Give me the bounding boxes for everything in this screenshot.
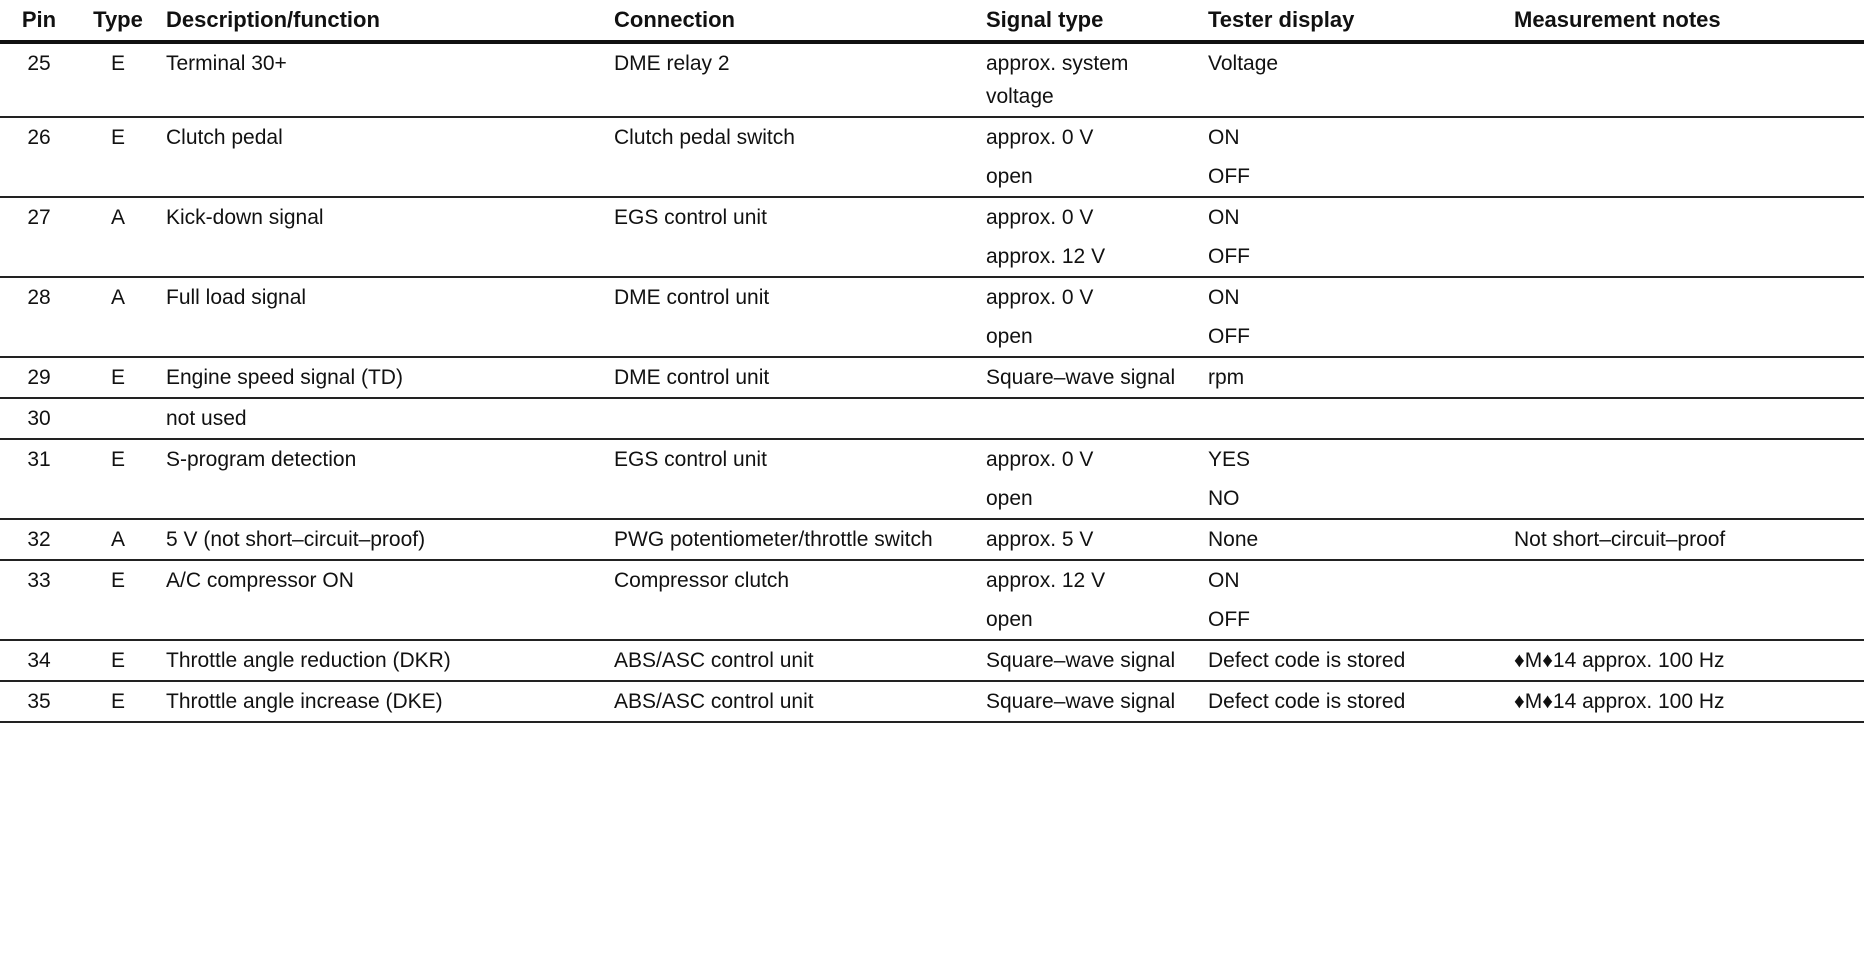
cell-measurement-notes — [1506, 117, 1864, 157]
cell-signal-type: Square–wave signal — [978, 681, 1200, 722]
cell-description — [158, 600, 606, 640]
cell-type — [78, 317, 158, 357]
header-connection: Connection — [606, 0, 978, 42]
cell-connection — [606, 157, 978, 197]
cell-pin: 27 — [27, 206, 51, 229]
cell-tester-display: Voltage — [1200, 42, 1506, 117]
cell-measurement-notes — [1506, 277, 1864, 317]
cell-measurement-notes — [1506, 237, 1864, 277]
cell-type: E — [78, 42, 158, 117]
table-row — [0, 157, 1864, 197]
cell-signal-type: Square–wave signal — [978, 640, 1200, 681]
cell-measurement-notes — [1506, 600, 1864, 640]
cell-description: Clutch pedal — [166, 126, 283, 149]
cell-measurement-notes — [1506, 479, 1864, 519]
table-row — [0, 398, 1864, 439]
cell-connection: DME control unit — [614, 286, 770, 309]
table-row — [0, 197, 1864, 237]
table-row — [0, 237, 1864, 277]
cell-measurement-notes — [1506, 560, 1864, 600]
cell-connection: Compressor clutch — [614, 569, 790, 592]
cell-connection — [606, 600, 978, 640]
cell-tester-display: ON — [1208, 206, 1240, 229]
header-tester-display: Tester display — [1200, 0, 1506, 42]
cell-pin: 32 — [0, 519, 78, 560]
cell-measurement-notes — [1506, 157, 1864, 197]
cell-connection: EGS control unit — [614, 206, 767, 229]
cell-tester-display: NO — [1200, 479, 1506, 519]
header-type: Type — [78, 0, 158, 42]
cell-tester-display: OFF — [1200, 600, 1506, 640]
cell-type: E — [78, 681, 158, 722]
header-measurement-notes: Measurement notes — [1506, 0, 1864, 42]
cell-measurement-notes — [1506, 197, 1864, 237]
table-row — [0, 117, 1864, 157]
cell-description — [158, 157, 606, 197]
table-header-row — [0, 0, 1864, 42]
cell-signal-type: open — [978, 479, 1200, 519]
cell-connection — [606, 237, 978, 277]
cell-tester-display: OFF — [1200, 157, 1506, 197]
cell-pin: 28 — [27, 286, 51, 309]
cell-pin: 29 — [0, 357, 78, 398]
cell-description: A/C compressor ON — [166, 569, 354, 592]
table-row — [0, 277, 1864, 317]
cell-measurement-notes — [1506, 317, 1864, 357]
cell-pin: 35 — [0, 681, 78, 722]
cell-tester-display: ON — [1208, 569, 1240, 592]
cell-type — [78, 157, 158, 197]
cell-signal-type: open — [978, 157, 1200, 197]
cell-type: E — [78, 640, 158, 681]
header-signal-type: Signal type — [978, 0, 1200, 42]
cell-tester-display: ON — [1208, 286, 1240, 309]
cell-signal-type: approx. system voltage — [978, 42, 1200, 117]
table-row — [0, 479, 1864, 519]
header-description: Description/function — [158, 0, 606, 42]
cell-tester-display: YES — [1208, 448, 1251, 471]
table-row — [0, 317, 1864, 357]
cell-description — [158, 237, 606, 277]
cell-pin: 30 — [0, 398, 78, 439]
cell-signal-type: approx. 0 V — [986, 448, 1094, 471]
cell-connection — [606, 479, 978, 519]
cell-signal-type: approx. 12 V — [978, 237, 1200, 277]
cell-pin: 25 — [0, 42, 78, 117]
cell-type: E — [78, 357, 158, 398]
cell-signal-type: approx. 12 V — [986, 569, 1106, 592]
cell-type — [78, 600, 158, 640]
cell-type: A — [110, 206, 125, 229]
cell-measurement-notes: ♦M♦14 approx. 100 Hz — [1506, 681, 1864, 722]
cell-type — [78, 479, 158, 519]
cell-tester-display: OFF — [1200, 237, 1506, 277]
cell-type: E — [110, 126, 125, 149]
cell-description: Throttle angle increase (DKE) — [158, 681, 606, 722]
cell-signal-type: approx. 0 V — [986, 206, 1094, 229]
table-row — [0, 640, 1864, 681]
cell-measurement-notes: ♦M♦14 approx. 100 Hz — [1506, 640, 1864, 681]
cell-tester-display: Defect code is stored — [1200, 640, 1506, 681]
cell-measurement-notes — [1506, 42, 1864, 117]
cell-measurement-notes — [1506, 439, 1864, 479]
cell-connection: ABS/ASC control unit — [606, 640, 978, 681]
cell-connection: EGS control unit — [614, 448, 767, 471]
cell-description — [158, 479, 606, 519]
cell-type: A — [78, 519, 158, 560]
cell-connection — [606, 398, 978, 439]
cell-pin — [0, 317, 78, 357]
cell-tester-display: ON — [1208, 126, 1240, 149]
table-row — [0, 560, 1864, 600]
cell-pin: 33 — [27, 569, 51, 592]
cell-measurement-notes: Not short–circuit–proof — [1506, 519, 1864, 560]
cell-signal-type — [978, 398, 1200, 439]
cell-connection: ABS/ASC control unit — [606, 681, 978, 722]
cell-signal-type: open — [978, 317, 1200, 357]
cell-tester-display: None — [1200, 519, 1506, 560]
cell-tester-display: rpm — [1200, 357, 1506, 398]
cell-connection: Clutch pedal switch — [614, 126, 795, 149]
cell-description — [158, 317, 606, 357]
cell-signal-type: approx. 0 V — [986, 286, 1094, 309]
table-row — [0, 681, 1864, 722]
table-row — [0, 600, 1864, 640]
cell-tester-display: OFF — [1200, 317, 1506, 357]
cell-type — [78, 398, 158, 439]
table-row — [0, 42, 1864, 117]
cell-pin: 26 — [27, 126, 51, 149]
cell-pin: 34 — [0, 640, 78, 681]
cell-description: 5 V (not short–circuit–proof) — [158, 519, 606, 560]
cell-pin — [0, 479, 78, 519]
cell-description: Throttle angle reduction (DKR) — [158, 640, 606, 681]
cell-pin — [0, 237, 78, 277]
cell-type: E — [110, 569, 125, 592]
cell-connection: DME relay 2 — [606, 42, 978, 117]
cell-connection: DME control unit — [606, 357, 978, 398]
cell-connection — [606, 317, 978, 357]
cell-pin — [0, 157, 78, 197]
table-row — [0, 357, 1864, 398]
cell-measurement-notes — [1506, 357, 1864, 398]
cell-tester-display: Defect code is stored — [1200, 681, 1506, 722]
cell-description: Kick-down signal — [166, 206, 324, 229]
cell-type — [78, 237, 158, 277]
header-pin: Pin — [0, 0, 78, 42]
cell-tester-display — [1200, 398, 1506, 439]
cell-type: E — [110, 448, 125, 471]
cell-description: Engine speed signal (TD) — [158, 357, 606, 398]
cell-signal-type: approx. 5 V — [978, 519, 1200, 560]
cell-description: not used — [158, 398, 606, 439]
cell-pin — [0, 600, 78, 640]
cell-description: Full load signal — [166, 286, 307, 309]
cell-connection: PWG potentiometer/throttle switch — [606, 519, 978, 560]
table-row — [0, 439, 1864, 479]
cell-signal-type: approx. 0 V — [986, 126, 1094, 149]
cell-description: Terminal 30+ — [158, 42, 606, 117]
table-row — [0, 519, 1864, 560]
cell-measurement-notes — [1506, 398, 1864, 439]
cell-signal-type: open — [978, 600, 1200, 640]
cell-pin: 31 — [27, 448, 51, 471]
cell-signal-type: Square–wave signal — [978, 357, 1200, 398]
cell-type: A — [110, 286, 125, 309]
cell-description: S-program detection — [166, 448, 357, 471]
